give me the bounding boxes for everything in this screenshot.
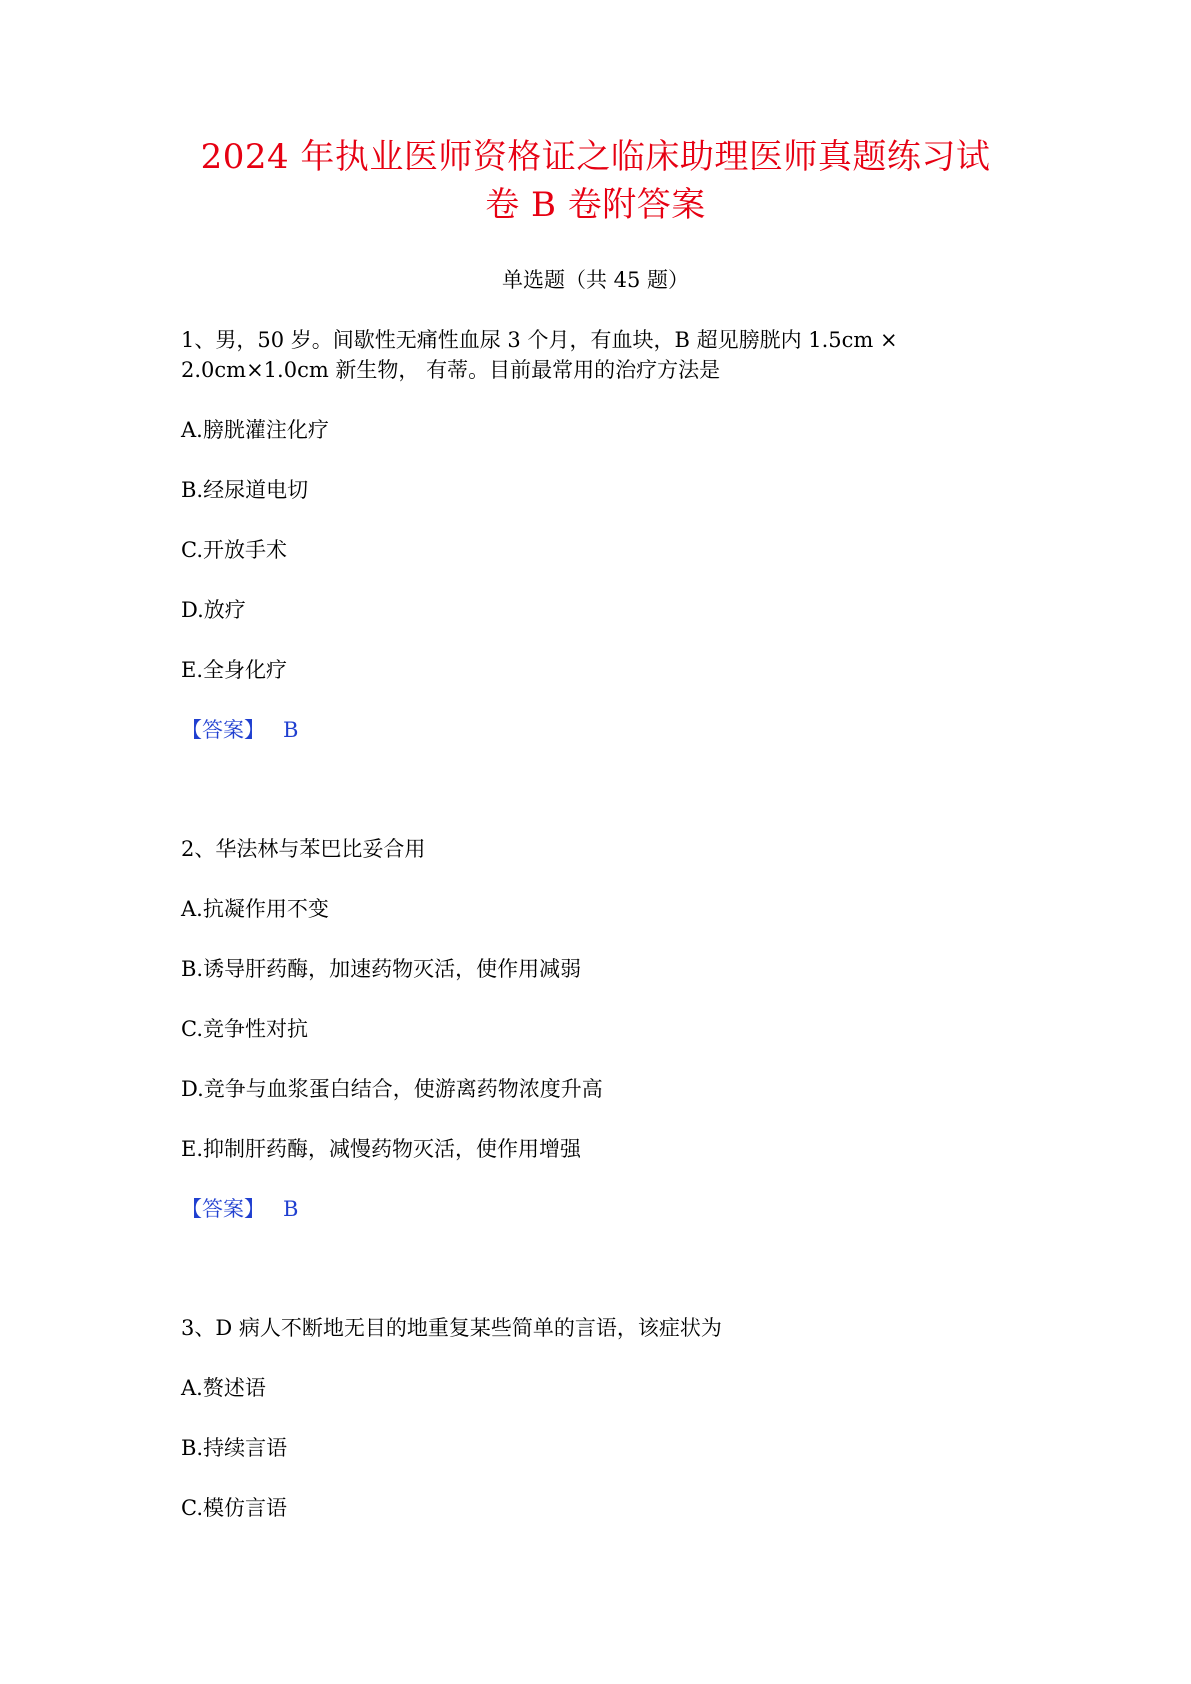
question-3-option-c: C.模仿言语	[181, 1496, 287, 1520]
question-2-answer	[181, 1193, 298, 1225]
question-3-option-a: A.赘述语	[181, 1376, 266, 1400]
question-1-stem-line-2: 2.0cm×1.0cm 新生物， 有蒂。目前最常用的治疗方法是	[181, 358, 721, 382]
question-1-option-a: A.膀胱灌注化疗	[181, 418, 329, 442]
question-1-option-e: E.全身化疗	[181, 658, 288, 682]
question-2-option-c: C.竞争性对抗	[181, 1017, 308, 1041]
answer-value: B	[283, 1197, 299, 1221]
question-1-stem-line-1: 1、男，50 岁。间歇性无痛性血尿 3 个月，有血块，B 超见膀胱内 1.5cm ×	[181, 328, 898, 352]
question-3-stem-line-1: 3、D 病人不断地无目的地重复某些简单的言语，该症状为	[181, 1316, 722, 1340]
question-2-option-e: E.抑制肝药酶，减慢药物灭活，使作用增强	[181, 1137, 582, 1161]
answer-label: 【答案】	[181, 1197, 265, 1221]
section-heading: 单选题（共 45 题）	[501, 268, 690, 292]
question-2-stem-line-1: 2、华法林与苯巴比妥合用	[181, 837, 426, 861]
question-2-option-a: A.抗凝作用不变	[181, 897, 329, 921]
document-title-line-1: 2024 年执业医师资格证之临床助理医师真题练习试	[200, 137, 991, 177]
answer-label: 【答案】	[181, 718, 265, 742]
question-1-option-b: B.经尿道电切	[181, 478, 309, 502]
document-title-line-2: 卷 B 卷附答案	[485, 185, 706, 225]
answer-value: B	[283, 718, 299, 742]
question-3-option-b: B.持续言语	[181, 1436, 288, 1460]
question-1-option-c: C.开放手术	[181, 538, 287, 562]
question-2-option-b: B.诱导肝药酶，加速药物灭活，使作用减弱	[181, 957, 582, 981]
question-1-answer	[181, 714, 298, 746]
question-2-option-d: D.竞争与血浆蛋白结合，使游离药物浓度升高	[181, 1077, 603, 1101]
question-1-option-d: D.放疗	[181, 598, 246, 622]
